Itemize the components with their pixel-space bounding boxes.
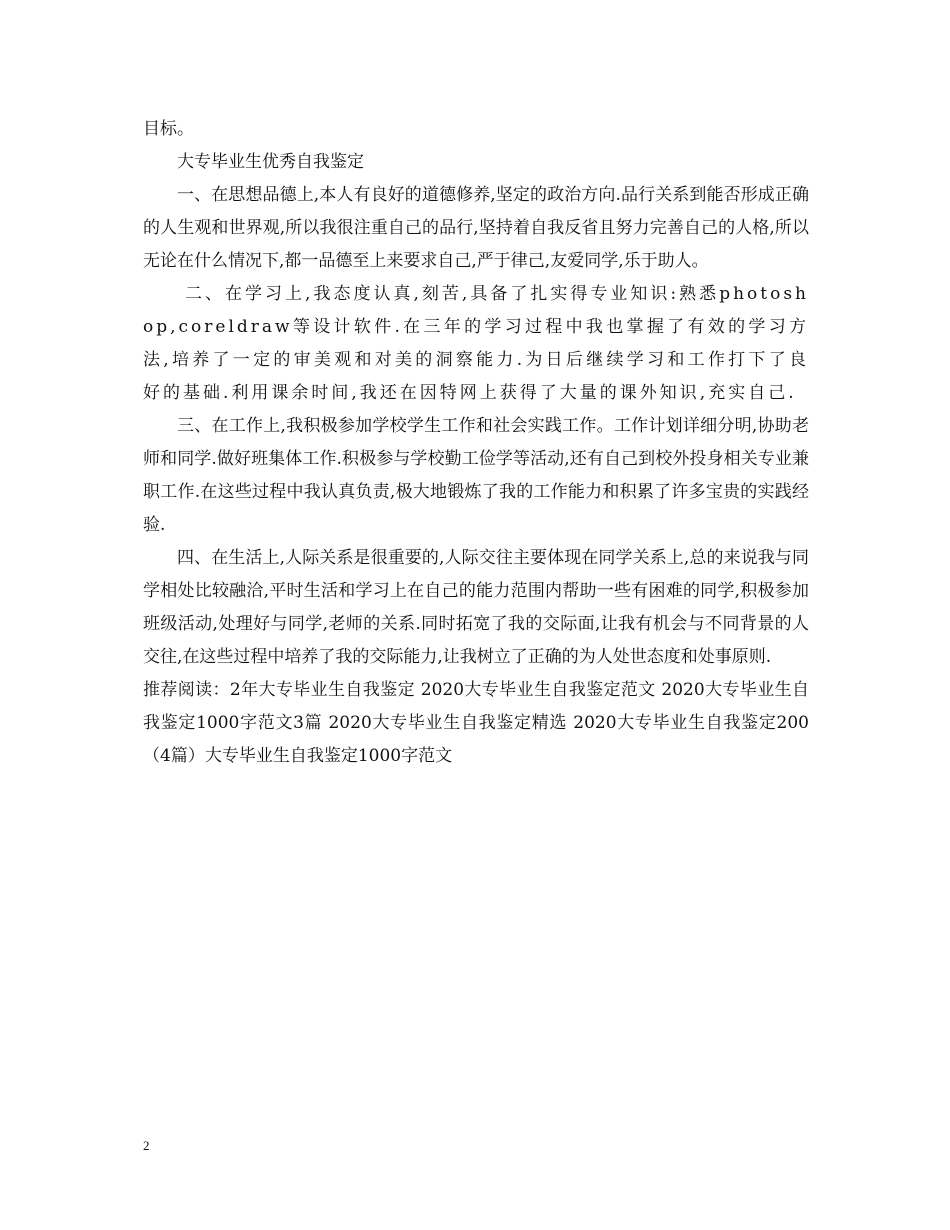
page-number: 2: [143, 1138, 150, 1153]
paragraph-continuation: 目标。: [143, 119, 194, 139]
document-body: [143, 113, 809, 773]
paragraph-moral-character: 一、在思想品德上,本人有良好的道德修养,坚定的政治方向.品行关系到能否形成正确的人生观和世界观,所以我很注重自己的品行,坚持着自我反省且努力完善自己的人格,所以无论在什么情况下,都一品德至上来要求自己,严于律己,友爱同学,乐于助人。: [143, 185, 809, 271]
section-heading: 大专毕业生优秀自我鉴定: [177, 152, 364, 172]
paragraph-work: 三、在工作上,我积极参加学校学生工作和社会实践工作。工作计划详细分明,协助老师和同学.做好班集体工作.积极参与学校勤工俭学等活动,还有自己到校外投身相关专业兼职工作.在这些过程中我认真负责,极大地锻炼了我的工作能力和积累了许多宝贵的实践经验.: [143, 416, 809, 535]
paragraph-study: 二、在学习上,我态度认真,刻苦,具备了扎实得专业知识:熟悉photoshop,coreldraw等设计软件.在三年的学习过程中我也掌握了有效的学习方法,培养了一定的审美观和对美的洞察能力.为日后继续学习和工作打下了良好的基础.利用课余时间,我还在因特网上获得了大量的课外知识,充实自己.: [143, 284, 809, 403]
paragraph-life: 四、在生活上,人际关系是很重要的,人际交往主要体现在同学关系上,总的来说我与同学相处比较融洽,平时生活和学习上在自己的能力范围内帮助一些有困难的同学,积极参加班级活动,处理好与同学,老师的关系.同时拓宽了我的交际面,让我有机会与不同背景的人交往,在这些过程中培养了我的交际能力,让我树立了正确的为人处世态度和处事原则.: [143, 548, 809, 667]
recommended-reading: 推荐阅读：2年大专毕业生自我鉴定 2020大专毕业生自我鉴定范文 2020大专毕业生自我鉴定1000字范文3篇 2020大专毕业生自我鉴定精选 2020大专毕业生自我鉴定200（4篇）大专毕业生自我鉴定1000字范文: [143, 680, 809, 766]
